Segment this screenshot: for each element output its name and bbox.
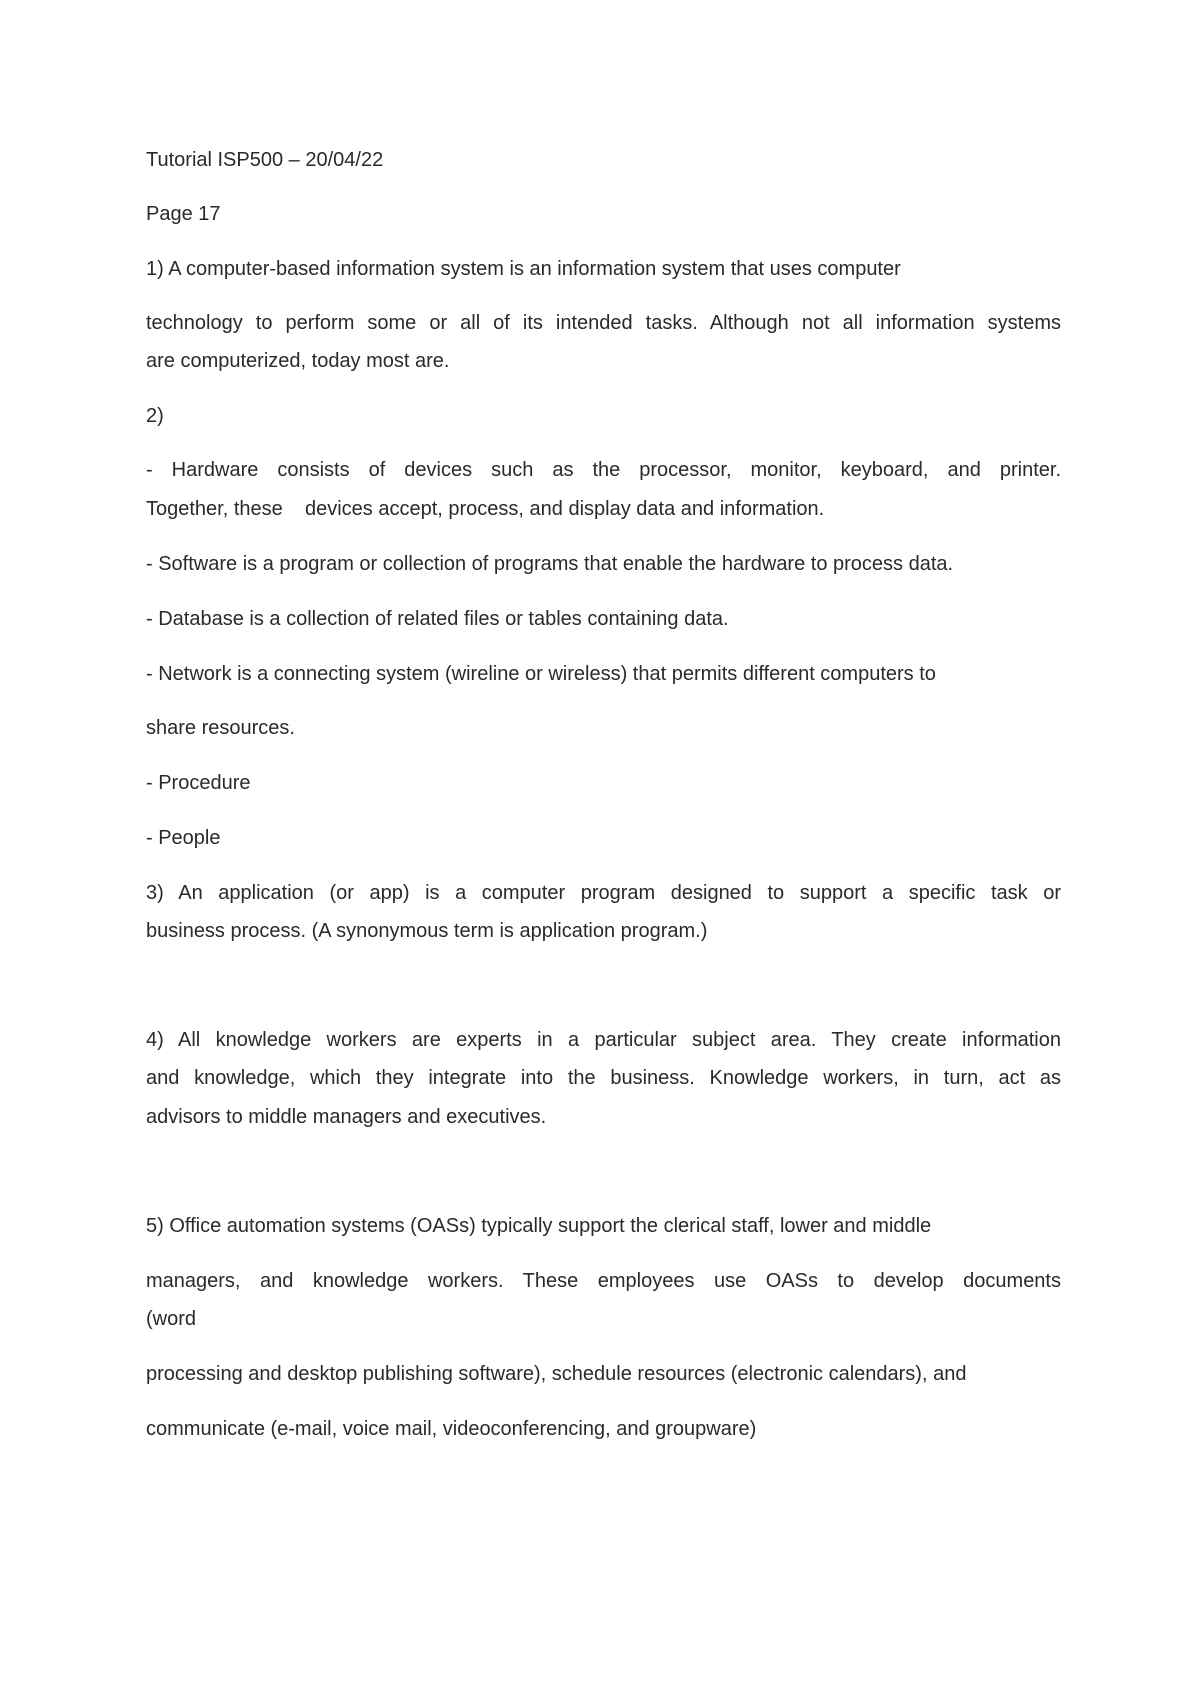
q1-line3: are computerized, today most are.	[146, 350, 450, 372]
q2-hardware-line1: - Hardware consists of devices such as the processor, monitor, keyboard, and printer.	[146, 459, 1061, 481]
document-header: Tutorial ISP500 – 20/04/22	[146, 149, 384, 171]
q4-line1: 4) All knowledge workers are experts in a particular subject area. They create information	[146, 1029, 1061, 1051]
q5-line5: communicate (e-mail, voice mail, videoconferencing, and groupware)	[146, 1418, 757, 1440]
q4-line3: advisors to middle managers and executives.	[146, 1106, 547, 1128]
q2-network-line2: share resources.	[146, 717, 295, 739]
q5-line4: processing and desktop publishing software), schedule resources (electronic calendars), and	[146, 1363, 967, 1385]
q5-line3: (word	[146, 1308, 197, 1330]
q3-line1: 3) An application (or app) is a computer program designed to support a specific task or	[146, 882, 1061, 904]
q4-line2: and knowledge, which they integrate into the business. Knowledge workers, in turn, act as	[146, 1067, 1061, 1089]
q5-line1: 5) Office automation systems (OASs) typically support the clerical staff, lower and middle	[146, 1215, 932, 1237]
q1-line1: 1) A computer-based information system is an information system that uses computer	[146, 258, 901, 280]
q2-hardware-line2: Together, these devices accept, process, and display data and information.	[146, 498, 825, 520]
q3-line2: business process. (A synonymous term is application program.)	[146, 920, 708, 942]
q5-line2: managers, and knowledge workers. These employees use OASs to develop documents	[146, 1270, 1061, 1292]
q2-software: - Software is a program or collection of programs that enable the hardware to process data.	[146, 553, 954, 575]
q2-network-line1: - Network is a connecting system (wireline or wireless) that permits different computers to	[146, 663, 936, 685]
q2-number: 2)	[146, 405, 164, 427]
q2-procedure: - Procedure	[146, 772, 251, 794]
q2-people: - People	[146, 827, 221, 849]
page-label: Page 17	[146, 203, 221, 225]
q2-database: - Database is a collection of related files or tables containing data.	[146, 608, 729, 630]
q1-line2: technology to perform some or all of its intended tasks. Although not all information systems	[146, 312, 1061, 334]
